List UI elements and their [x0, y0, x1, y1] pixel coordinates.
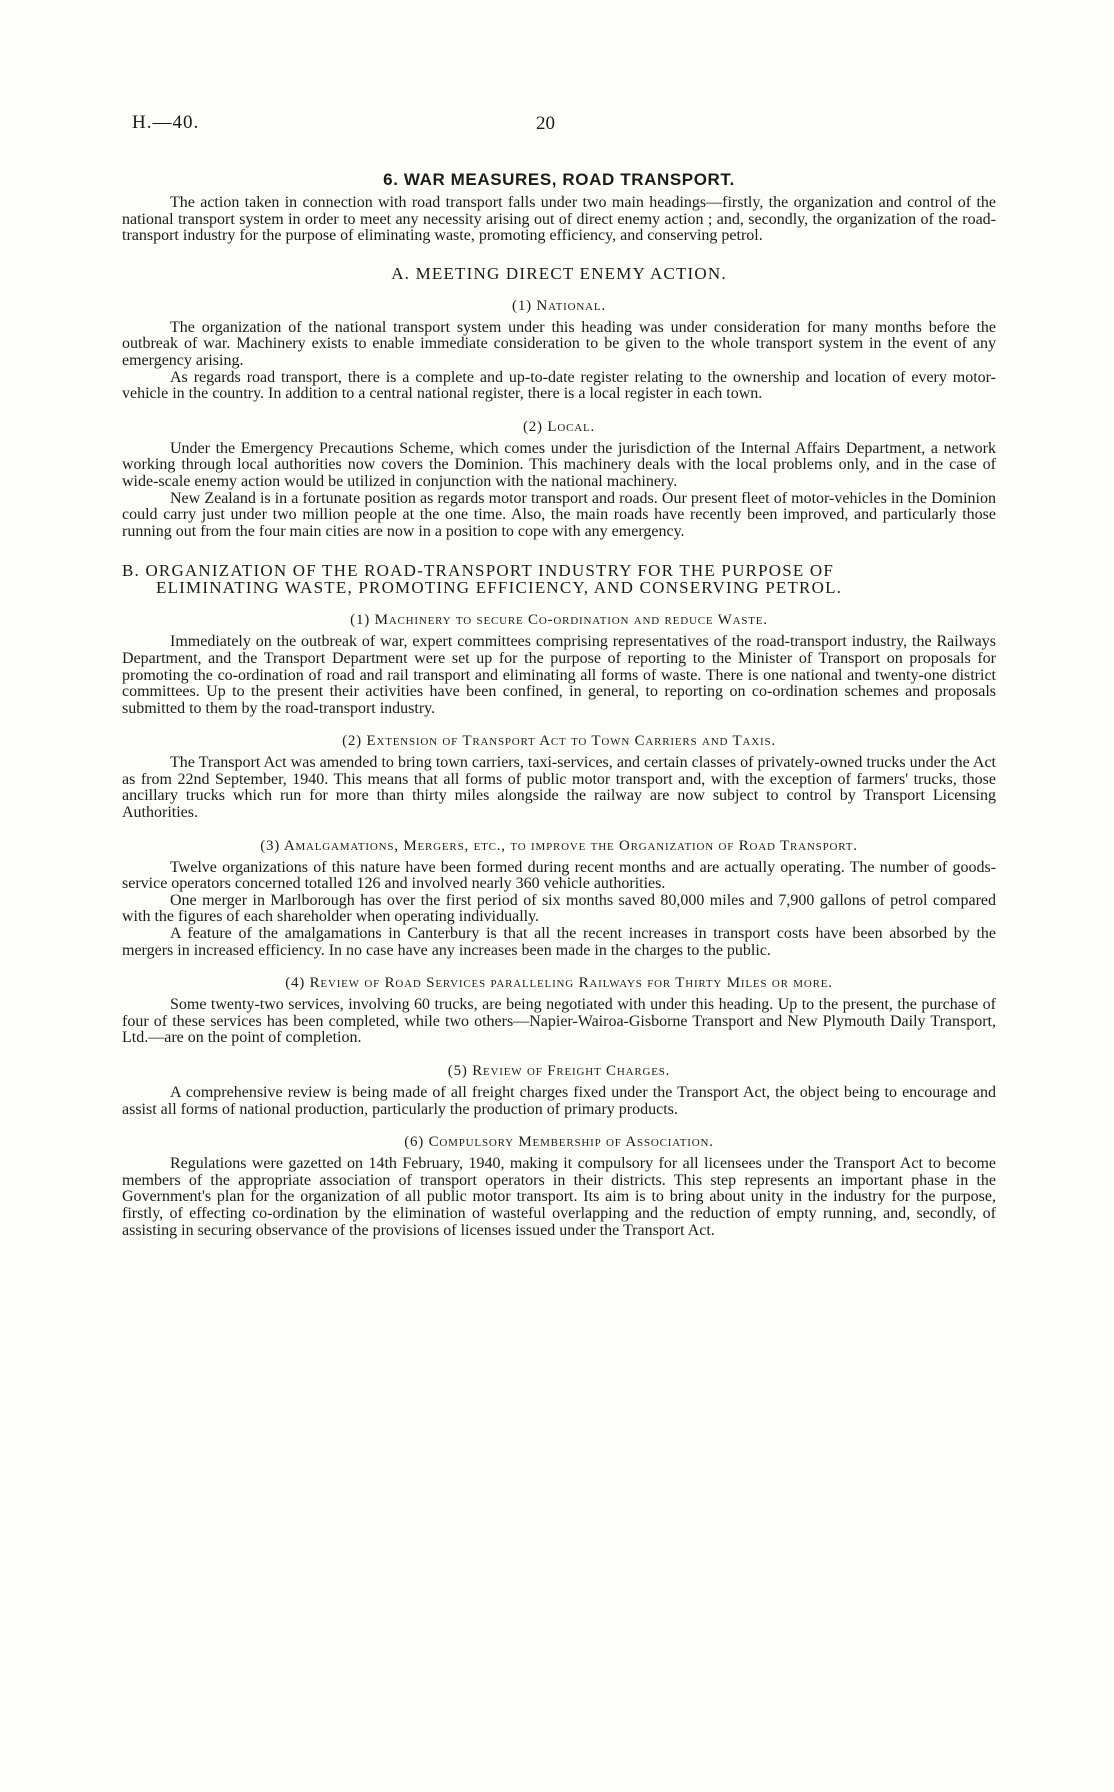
- paragraph: Immediately on the outbreak of war, expert committees comprising representatives of the road-transport industry, the Railways Department, and the Transport Department were set up for the purpose of reporting to the Minister of Transport on proposals for promoting the co-ordination of road and rail transport and eliminating all forms of waste. There is one national and twenty-one district committees. Up to the present their activities have been confined, in general, to reporting on co-ordination schemes and proposals submitted to them by the road-transport industry.: [122, 633, 996, 717]
- subsection-local-heading: (2) Local.: [522, 418, 596, 435]
- paragraph: The Transport Act was amended to bring town carriers, taxi-services, and certain classes of privately-owned trucks under the Act as from 22nd September, 1940. This means that all forms of public motor transport and, with the exception of farmers' trucks, those ancillary trucks which run for more than thirty miles alongside the railway are now subject to control by Transport Licensing Authorities.: [122, 754, 996, 822]
- document-reference: H.—40.: [132, 112, 200, 133]
- section-b-heading-line1: B. ORGANIZATION OF THE ROAD-TRANSPORT INDUSTRY FOR THE PURPOSE OF: [122, 561, 835, 581]
- paragraph: Some twenty-two services, involving 60 trucks, are being negotiated with under this heading. Up to the present, the purchase of four of these services has been completed, while two others—Napier-Wairoa-Gisborne Transport and New Plymouth Daily Transport, Ltd.—are on the point of completion.: [122, 996, 996, 1047]
- subsection-5-heading: (5) Review of Freight Charges.: [447, 1063, 671, 1079]
- paragraph: Twelve organizations of this nature have been formed during recent months and are actually operating. The number of goods-service operators concerned totalled 126 and involved nearly 360 vehicle authorities.: [122, 858, 996, 893]
- subsection-national-heading: (1) National.: [512, 297, 606, 314]
- paragraph: A feature of the amalgamations in Canterbury is that all the recent increases in transport costs have been absorbed by the mergers in increased efficiency. In no case have any increases been made in the charges to the public.: [122, 925, 996, 959]
- paragraph: Regulations were gazetted on 14th February, 1940, making it compulsory for all licensees under the Transport Act to become members of the appropriate association of transport operators in their districts. This step represents an important phase in the Government's plan for the organization of all public motor transport. Its aim is to bring about unity in the industry for the purpose, firstly, of effecting co-ordination by the elimination of wasteful overlapping and the reduction of empty running, and, secondly, of assisting in securing observance of the provisions of licenses issued under the Transport Act.: [122, 1155, 996, 1239]
- subsection-6-heading: (6) Compulsory Membership of Association.: [404, 1134, 714, 1151]
- section-a-heading: A. MEETING DIRECT ENEMY ACTION.: [391, 263, 727, 283]
- paragraph: As regards road transport, there is a complete and up-to-date register relating to the ownership and location of every motor-vehicle in the country. In addition to a central national register, there is a local register in each town.: [122, 368, 996, 403]
- paragraph: Under the Emergency Precautions Scheme, which comes under the jurisdiction of the Internal Affairs Department, a network working through local authorities now covers the Dominion. This machinery deals with the local problems only, and in the case of wide-scale enemy action would be utilized in conjunction with the national machinery.: [122, 439, 996, 490]
- page-title: 6. WAR MEASURES, ROAD TRANSPORT.: [383, 170, 735, 189]
- page-content: [122, 160, 996, 1239]
- paragraph: New Zealand is in a fortunate position as regards motor transport and roads. Our present fleet of motor-vehicles in the Dominion could carry just under two million people at the one time. Also, the main roads have recently been improved, and particularly those running out from the four main cities are now in a position to cope with any emergency.: [122, 489, 996, 540]
- section-b-heading-line2: ELIMINATING WASTE, PROMOTING EFFICIENCY, AND CONSERVING PETROL.: [156, 578, 843, 598]
- subsection-4-heading: (4) Review of Road Services paralleling Railways for Thirty Miles or more.: [285, 975, 833, 992]
- subsection-2-heading: (2) Extension of Transport Act to Town Carriers and Taxis.: [342, 733, 776, 750]
- paragraph: One merger in Marlborough has over the first period of six months saved 80,000 miles and 7,900 gallons of petrol compared with the figures of each shareholder when operating individually.: [122, 891, 996, 926]
- subsection-3-heading: (3) Amalgamations, Mergers, etc., to improve the Organization of Road Transport.: [260, 837, 858, 854]
- paragraph: A comprehensive review is being made of all freight charges fixed under the Transport Act, the object being to encourage and assist all forms of national production, particularly the production of primary products.: [122, 1084, 996, 1118]
- section-b-heading: [122, 562, 996, 596]
- intro-paragraph: The action taken in connection with road transport falls under two main headings—firstly, the organization and control of the national transport system in order to meet any necessity arising out of direct enemy action ; and, secondly, the organization of the road-transport industry for the purpose of eliminating waste, promoting efficiency, and conserving petrol.: [122, 194, 996, 245]
- page-number: 20: [536, 113, 555, 134]
- paragraph: The organization of the national transport system under this heading was under consideration for many months before the outbreak of war. Machinery exists to enable immediate consideration to be given to the whole transport system in the event of any emergency arising.: [122, 318, 996, 369]
- subsection-1-heading: (1) Machinery to secure Co-ordination and reduce Waste.: [350, 612, 768, 629]
